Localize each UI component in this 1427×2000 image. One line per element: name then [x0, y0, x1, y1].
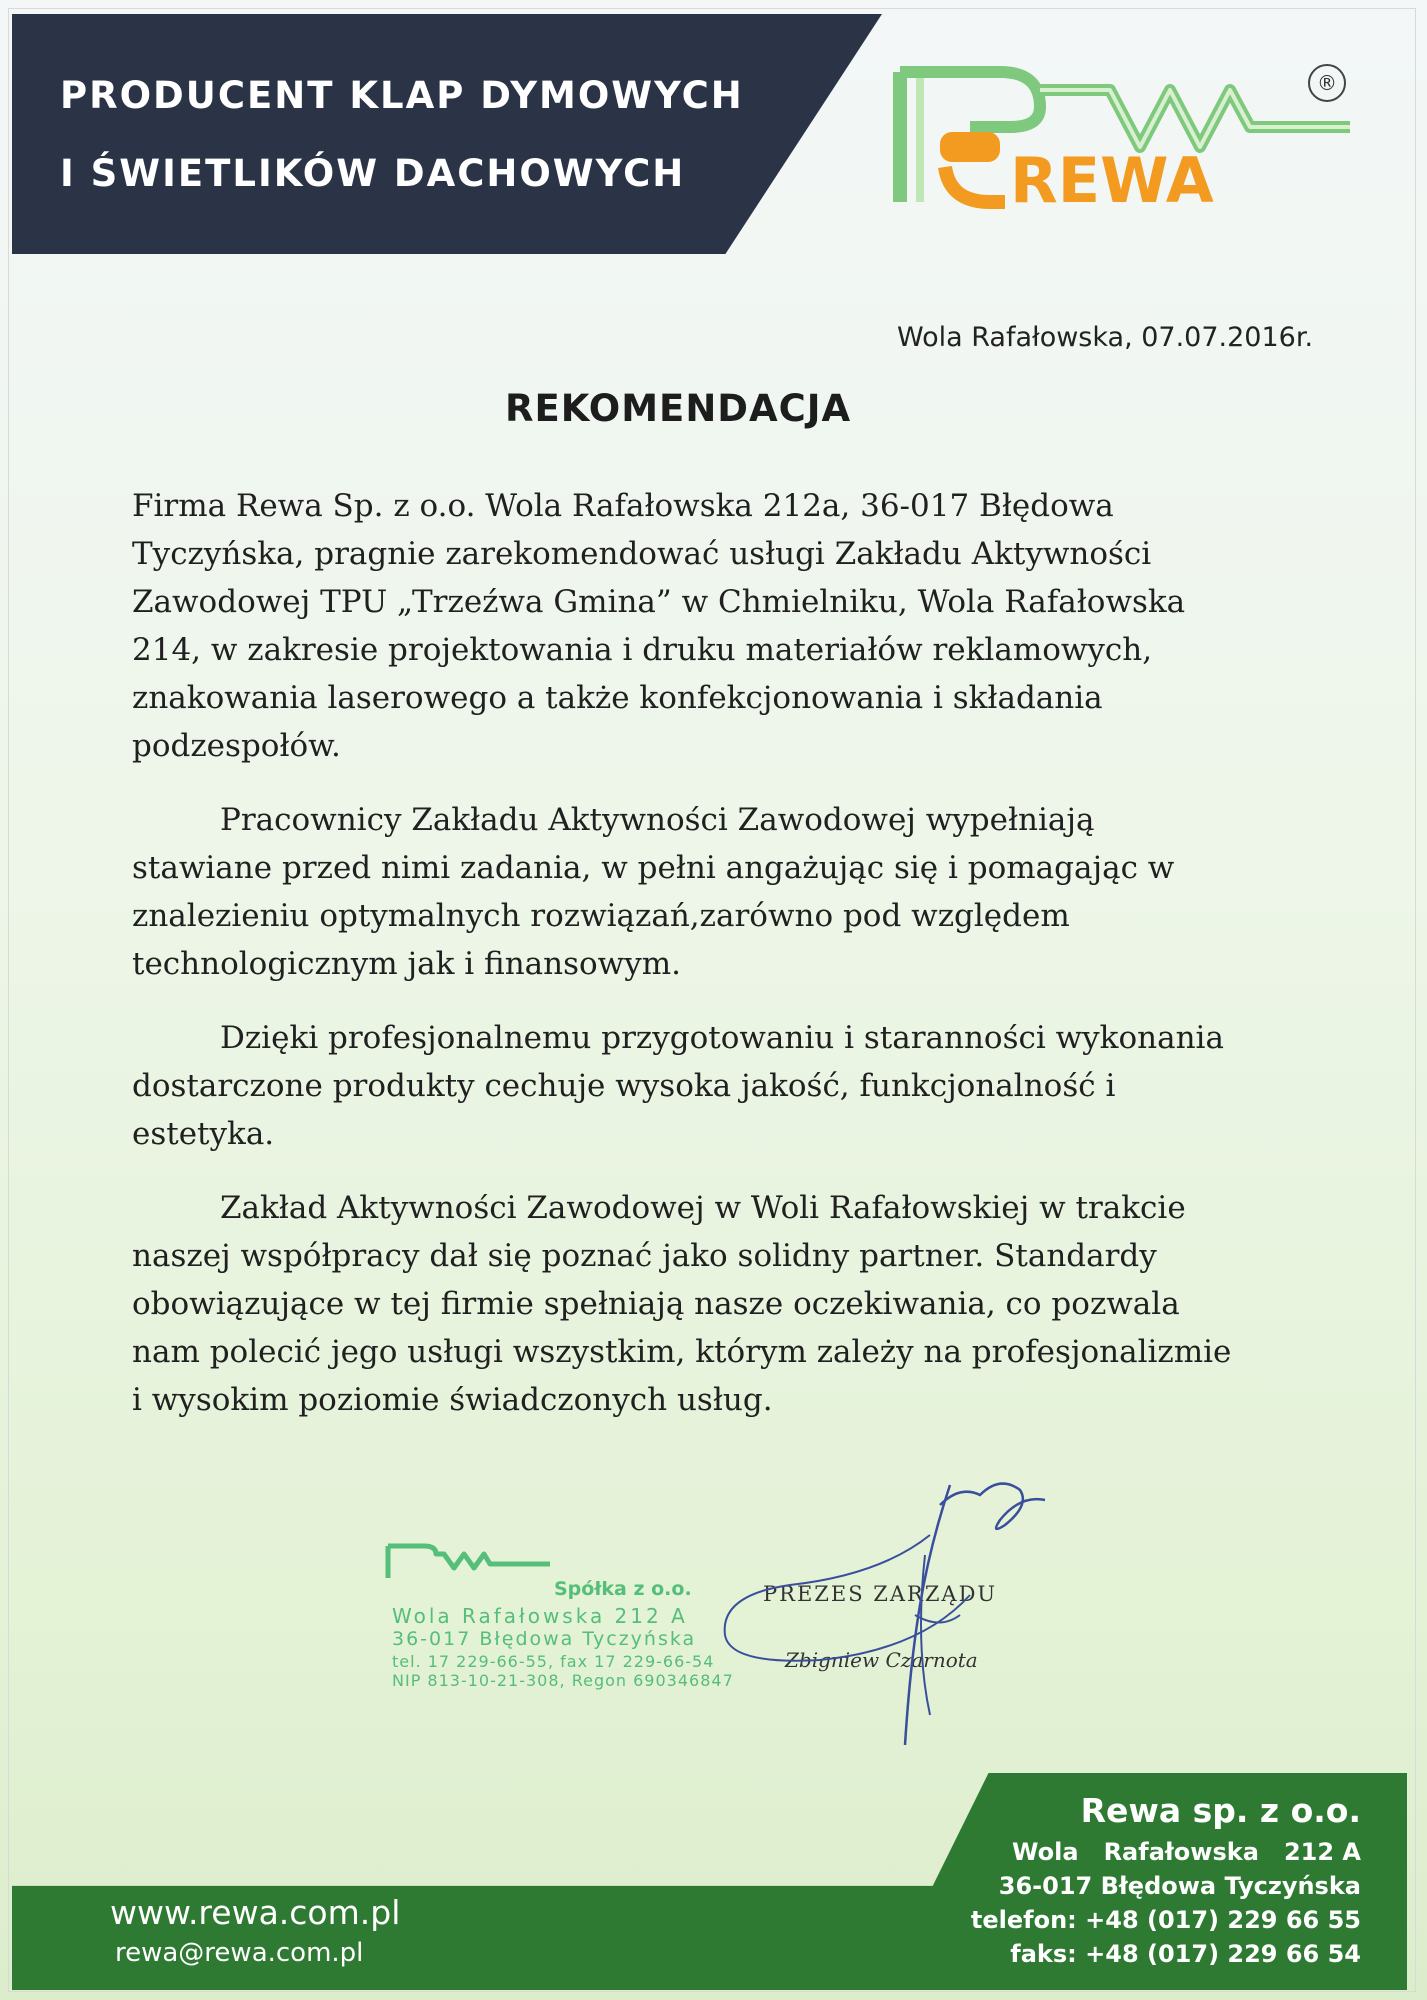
footer-email-link[interactable]: rewa@rewa.com.pl [115, 1938, 364, 1968]
body-paragraph-1: Firma Rewa Sp. z o.o. Wola Rafałowska 212a, 36-017 Błędowa Tyczyńska, pragnie zarekomendować usługi Zakładu Aktywności Zawodowej TPU „Trzeźwa Gmina” w Chmielniku, Wola Rafałowska 214, w zakresie projektowania i druku materiałów reklamowych, znakowania laserowego a także konfekcjonowania i składania podzespołów. [132, 488, 1186, 764]
stamp-logo-icon [384, 1540, 554, 1580]
footer-fax: faks: +48 (017) 229 66 54 [1010, 1940, 1361, 1968]
signatory-role: PREZES ZARZĄDU [763, 1582, 998, 1606]
footer-city: 36-017 Błędowa Tyczyńska [998, 1872, 1361, 1900]
header-band [12, 14, 882, 254]
registered-mark: ® [1308, 64, 1346, 102]
stamp-ids: NIP 813-10-21-308, Regon 690346847 [392, 1671, 734, 1690]
stamp-address: Wola Rafałowska 212 A [392, 1604, 688, 1628]
document-title: REKOMENDACJA [505, 387, 852, 430]
document-date: Wola Rafałowska, 07.07.2016r. [897, 322, 1314, 353]
footer-website-link[interactable]: www.rewa.com.pl [110, 1893, 401, 1932]
footer-company-name: Rewa sp. z o.o. [1080, 1791, 1361, 1830]
header-tagline-line2: I ŚWIETLIKÓW DACHOWYCH [60, 152, 686, 195]
rewa-logo [890, 52, 1360, 232]
body-paragraph-3: Dzięki profesjonalnemu przygotowaniu i staranności wykonania dostarczone produkty cechuje wysoka jakość, funkcjonalność i estetyka. [132, 1020, 1224, 1152]
footer-phone: telefon: +48 (017) 229 66 55 [970, 1906, 1361, 1934]
stamp-phone: tel. 17 229-66-55, fax 17 229-66-54 [392, 1652, 715, 1671]
footer-contact-block [971, 1787, 1361, 1971]
body-paragraph-2: Pracownicy Zakładu Aktywności Zawodowej wypełniają stawiane przed nimi zadania, w pełni angażując się i pomagając w znalezieniu optymalnych rozwiązań,zarówno pod względem technologicznym jak i finansowym. [132, 802, 1175, 982]
logo-wordmark: REWA [1010, 144, 1214, 217]
handwritten-signature [700, 1465, 1060, 1765]
body-paragraph-4: Zakład Aktywności Zawodowej w Woli Rafałowskiej w trakcie naszej współpracy dał się poznać jako solidny partner. Standardy obowiązujące w tej firmie spełniają nasze oczekiwania, co pozwala nam polecić jego usługi wszystkim, którym zależy na profesjonalizmie i wysokim poziomie świadczonych usług. [132, 1190, 1232, 1418]
document-body [132, 482, 1242, 1450]
footer-address: Wola Rafałowska 212 A [1011, 1838, 1361, 1866]
signatory-name: Zbigniew Czarnota [785, 1648, 978, 1672]
header-tagline-line1: PRODUCENT KLAP DYMOWYCH [60, 74, 744, 117]
stamp-city: 36-017 Błędowa Tyczyńska [392, 1628, 697, 1650]
stamp-company-name: Spółka z o.o. [554, 1578, 692, 1600]
